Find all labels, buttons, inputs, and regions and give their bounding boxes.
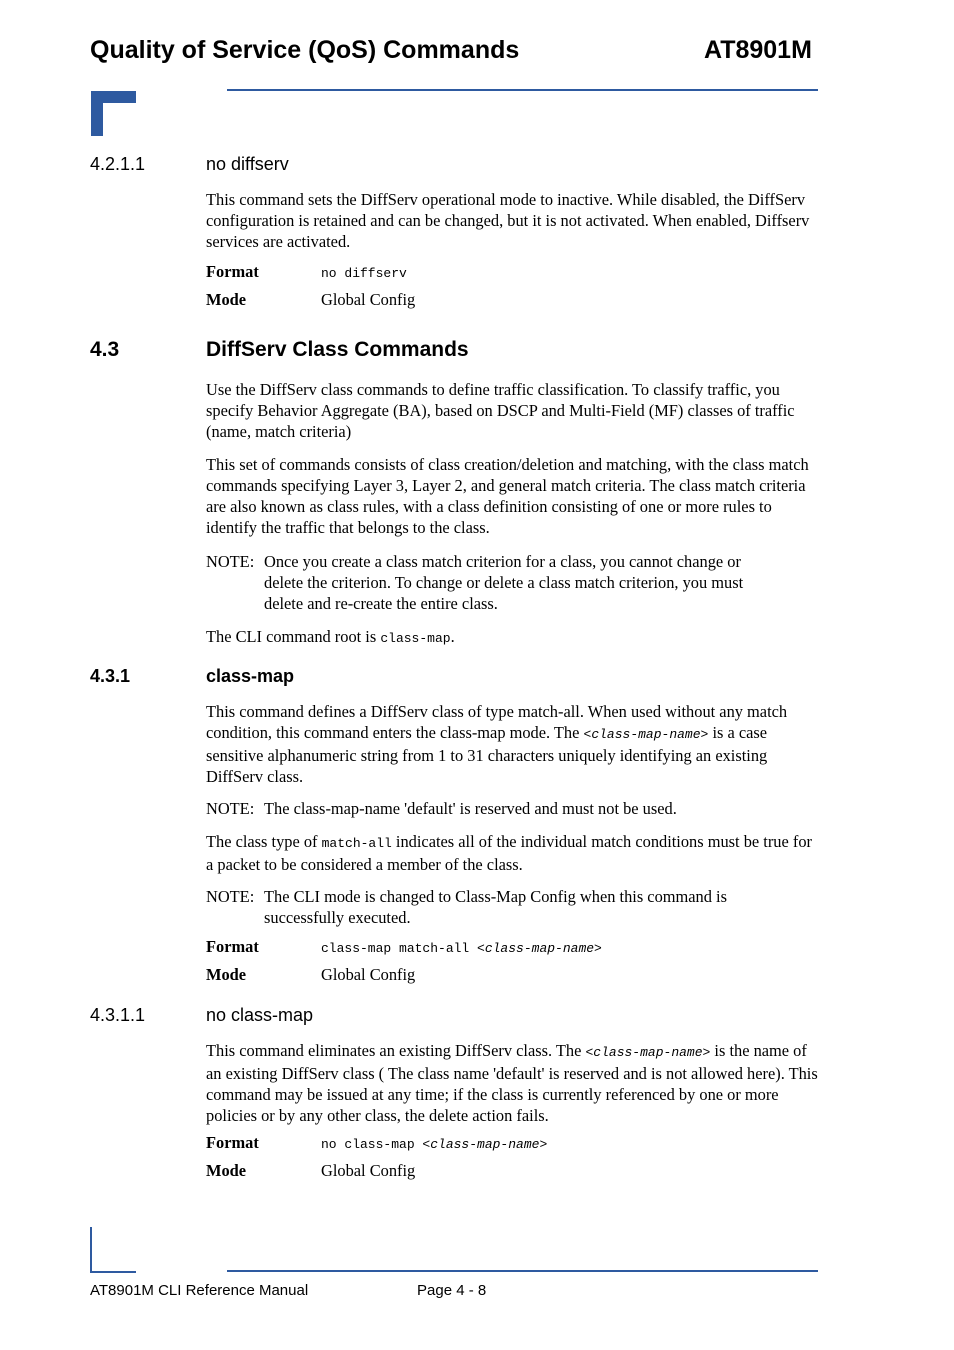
corner-mark-bottom [90,1227,136,1273]
class-commands-intro [206,379,818,442]
section-title-diffserv-class-commands: DiffServ Class Commands [206,338,469,361]
class-type-p-b: indicates all of the individual match conditions must be true for a packet to be considered a member of the class. [206,832,812,874]
footer-manual-title: AT8901M CLI Reference Manual [90,1282,309,1299]
format-value [321,941,602,956]
format-arg: <class-map-name> [477,941,602,956]
note-label: NOTE: [206,887,255,906]
section-title-no-diffserv: no diffserv [206,154,289,174]
note-text: The class-map-name 'default' is reserved and must not be used. [264,799,677,818]
cli-root-text: The CLI command root is [206,627,381,646]
class-type-p-a: The class type of [206,832,322,851]
running-header-product: AT8901M [704,36,812,64]
class-commands-p2-block [206,454,818,538]
corner-mark-top [91,91,136,136]
section-number-4211: 4.2.1.1 [90,154,146,174]
running-header-title: Quality of Service (QoS) Commands [90,36,520,64]
footer-rule [227,1270,818,1272]
format-cmd: class-map match-all [321,941,478,956]
mode-value: Global Config [321,1161,416,1180]
cli-root-end: . [450,627,455,646]
class-map-name-arg: <class-map-name> [583,727,709,742]
note-text: Once you create a class match criterion for a class, you cannot change or delete the criterion. To change or delete a class match criterion, you must delete and re-create the entire class. [264,552,744,613]
no-diffserv-description [206,189,818,252]
header-rule [227,89,818,91]
note-class-criterion [206,551,766,614]
class-map-name-arg: <class-map-name> [585,1045,711,1060]
format-cmd: no class-map [321,1137,423,1152]
class-map-p1-a: This command defines a DiffServ class of type match-all. When used without any match condition, this command enters the class-map mode. The [206,702,788,742]
cli-root-code: class-map [380,631,451,646]
format-label: Format [206,262,259,281]
format-label: Format [206,937,259,956]
class-commands-p1: Use the DiffServ class commands to define traffic classification. To classify traffic, you specify Behavior Aggregate (BA), based on DSCP and Multi-Field (MF) classes of traffic (name, match criteria) [206,380,795,441]
footer-page-number: Page 4 - 8 [417,1282,487,1299]
format-value: no diffserv [321,266,407,281]
section-number-4311: 4.3.1.1 [90,1005,146,1025]
no-class-map-p-b: is the name of an existing DiffServ class ( The class name 'default' is reserved and is not allowed here). This command may be issued at any time; if the class is currently referenced by one or more policies or by any other class, the delete action fails. [206,1041,818,1125]
class-map-description [206,701,818,787]
mode-label: Mode [206,290,247,309]
section-number-43: 4.3 [90,338,120,361]
format-arg: <class-map-name> [422,1137,548,1152]
match-all-code: match-all [321,836,392,851]
cli-root-line [206,626,818,649]
note-label: NOTE: [206,552,255,571]
class-commands-p2: This set of commands consists of class creation/deletion and matching, with the class match commands specifying Layer 3, Layer 2, and general match criteria. The class match criteria are also known as class rules, with a class definition consisting of one or more rules to identify the traffic that belongs to the class. [206,455,809,537]
format-value [321,1137,547,1152]
note-label: NOTE: [206,799,255,818]
no-class-map-p-a: This command eliminates an existing DiffServ class. The [206,1041,586,1060]
class-map-p1-b: is a case sensitive alphanumeric string from 1 to 31 characters uniquely identifying an existing DiffServ class. [206,723,768,786]
mode-label: Mode [206,965,247,984]
note-cli-mode [206,886,766,928]
format-label: Format [206,1133,259,1152]
class-type-description [206,831,818,875]
section-title-no-class-map: no class-map [206,1005,314,1025]
no-diffserv-text: This command sets the DiffServ operational mode to inactive. While disabled, the DiffServ configuration is retained and can be changed, but it is not activated. When enabled, Diffserv services are activated. [206,190,810,251]
note-default-reserved [206,798,818,819]
note-text: The CLI mode is changed to Class-Map Config when this command is successfully executed. [264,887,727,927]
section-number-431: 4.3.1 [90,666,131,686]
mode-label: Mode [206,1161,247,1180]
no-class-map-description [206,1040,818,1126]
mode-value: Global Config [321,290,416,309]
mode-value: Global Config [321,965,416,984]
section-title-class-map: class-map [206,666,295,686]
